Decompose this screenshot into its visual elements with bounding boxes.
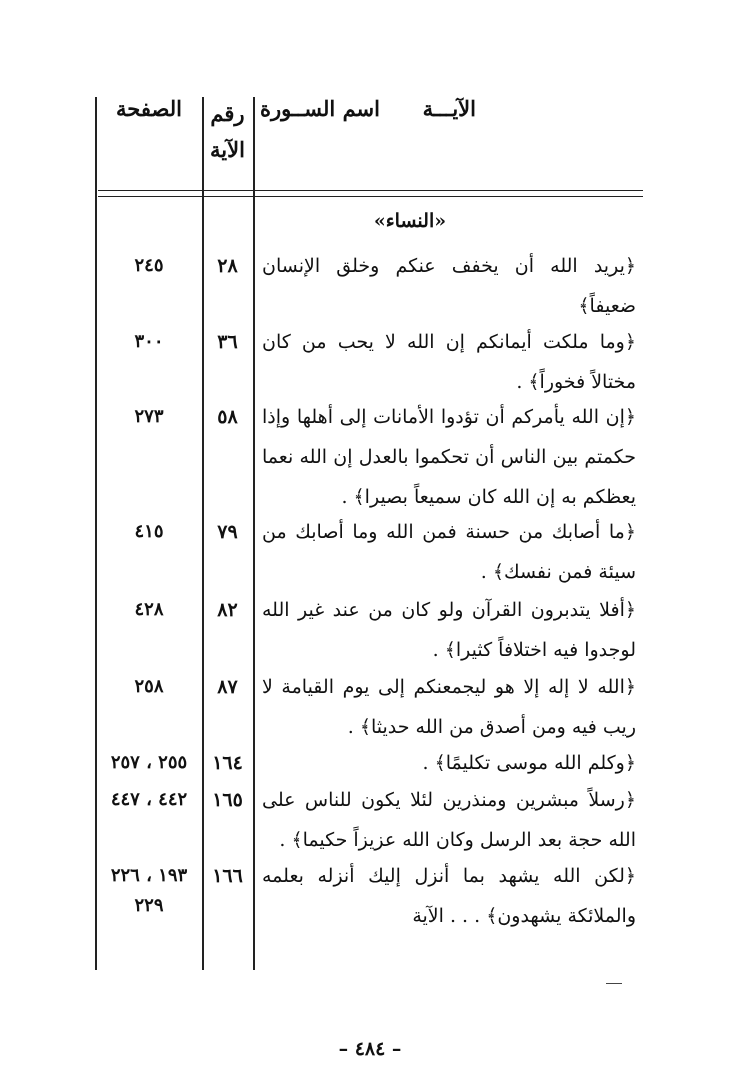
page-column-header: الصفحة [116,96,182,121]
page-reference: ٤٢٨ [134,599,164,620]
verse-text: ﴿أفلا يتدبرون القرآن ولو كان من عند غير الله لوجدوا فيه اختلافاً كثيرا﴾ . [262,599,636,661]
ayah-number: ١٦٦ [212,865,243,887]
surah-title: «النساء» [373,210,447,232]
ayah-number: ٥٨ [217,406,238,428]
verse-text: ﴿لكن الله يشهد بما أنزل إليك أنزله بعلمه والملائكة يشهدون﴾ . . . الآية [262,865,636,927]
ayah-header: الآيـــة [422,96,476,121]
header-rule-top [98,190,643,191]
column-divider-middle [202,97,204,970]
surah-name-header: اسم الســورة [260,96,380,121]
page-reference: ٤١٥ [134,521,164,542]
page-reference [97,856,201,926]
ayah-number: ٨٧ [217,676,238,698]
page-reference: ٣٠٠ [134,331,164,352]
ayah-number-header-line1: رقم [210,101,245,126]
page-reference: ٢٧٣ [134,406,164,427]
page-reference-line1: ١٩٣ ، ٢٢٦ [110,865,188,886]
page-reference: ٢٤٥ [134,255,164,276]
verse-text: ﴿وكلم الله موسى تكليمًا﴾ . [422,752,636,774]
ayah-number-header-line2: الآية [210,137,245,162]
page-reference-line2: ٢٢٩ [134,895,164,916]
ayah-number: ١٦٥ [212,789,243,811]
ayah-number: ٢٨ [217,255,238,277]
ayah-number: ٣٦ [217,331,238,353]
page-number: – ٤٨٤ – [338,1038,402,1060]
page-reference: ٢٥٨ [134,676,164,697]
ayah-number: ٨٢ [217,599,238,621]
ayah-number: ١٦٤ [212,752,243,774]
page-reference: ٢٥٥ ، ٢٥٧ [110,752,188,773]
verse-text: ﴿الله لا إله إلا هو ليجمعنكم إلى يوم القيامة لا ريب فيه ومن أصدق من الله حديثا﴾ . [262,676,636,738]
verse-text: ﴿يريد الله أن يخفف عنكم وخلق الإنسان ضعيفاً﴾ [262,255,636,317]
verse-text: ﴿رسلاً مبشرين ومنذرين لئلا يكون للناس على الله حجة بعد الرسل وكان الله عزيزاً حكيما﴾ . [262,789,636,851]
page-reference: ٤٤٢ ، ٤٤٧ [110,789,188,810]
ayah-number: ٧٩ [217,521,238,543]
ayah-number-column-header [205,96,250,168]
header-rule-bottom [98,196,643,197]
verse-text: ﴿وما ملكت أيمانكم إن الله لا يحب من كان مختالاً فخوراً﴾ . [262,331,636,393]
verse-column-header [260,96,570,121]
verse-text: ﴿ما أصابك من حسنة فمن الله وما أصابك من سيئة فمن نفسك﴾ . [262,521,636,583]
footer-rule [606,983,622,984]
column-divider-right [253,97,255,970]
verse-text: ﴿إن الله يأمركم أن تؤدوا الأمانات إلى أهلها وإذا حكمتم بين الناس أن تحكموا بالعدل إن الله نعما يعظكم به إن الله كان سميعاً بصيرا﴾ . [262,406,636,508]
